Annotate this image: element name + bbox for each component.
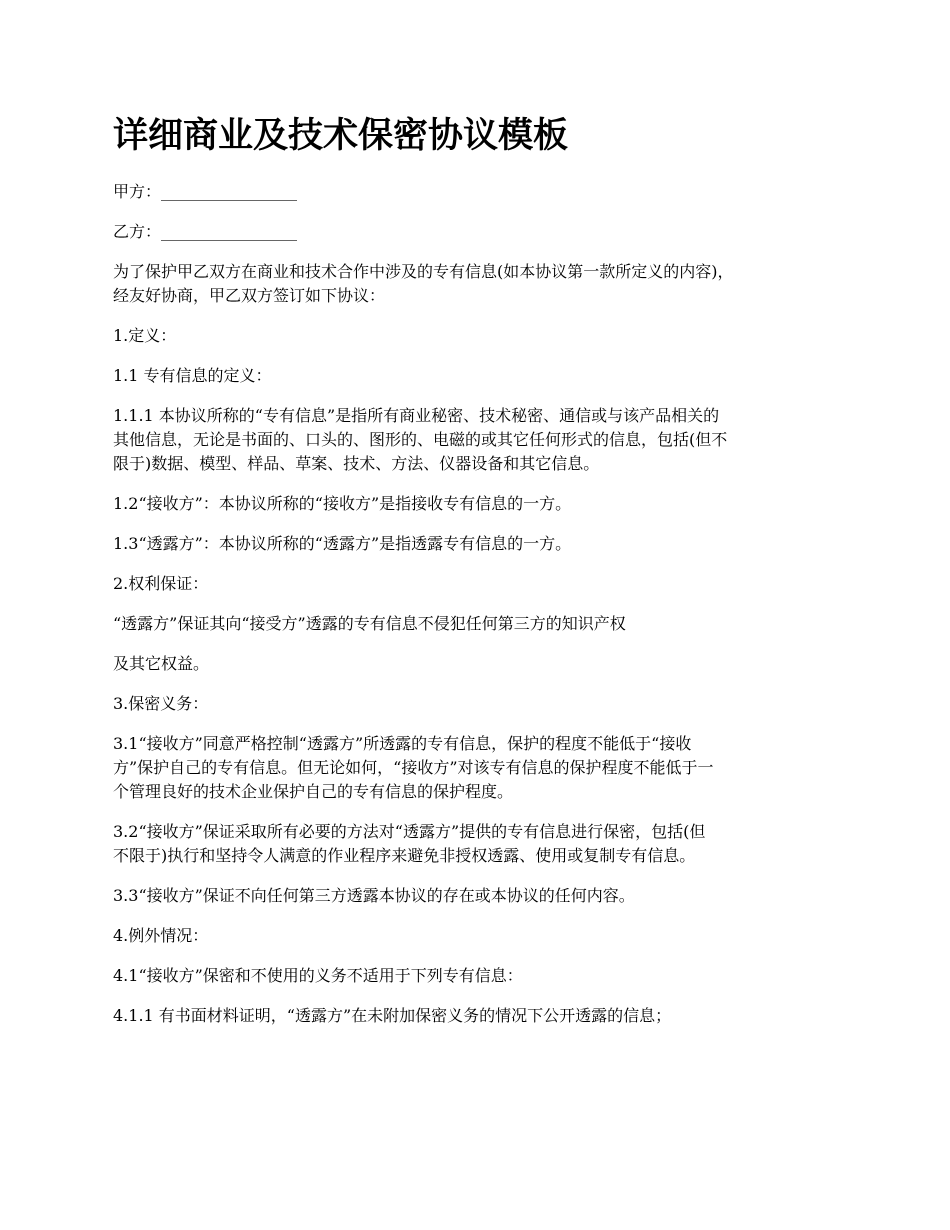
- section-heading-confidentiality: 3.保密义务：: [113, 694, 209, 713]
- clause-1-1-1: 1.1.1 本协议所称的“专有信息”是指所有商业秘密、技术秘密、通信或与该产品相关的 其他信息，无论是书面的、口头的、图形的、电磁的或其它任何形式的信息，包括(但不 限于)数据、模型、样品、草案、技术、方法、仪器设备和其它信息。: [113, 406, 728, 473]
- section-heading-definitions: 1.定义：: [113, 326, 177, 345]
- party-a-line: 甲方：_________________: [113, 182, 298, 201]
- warranty-paragraph: “透露方”保证其向“接受方”透露的专有信息不侵犯任何第三方的知识产权: [113, 614, 626, 633]
- clause-1-1: 1.1 专有信息的定义：: [113, 366, 272, 385]
- warranty-paragraph-cont: 及其它权益。: [113, 654, 210, 673]
- intro-paragraph: 为了保护甲乙双方在商业和技术合作中涉及的专有信息(如本协议第一款所定义的内容)， 经友好协商，甲乙双方签订如下协议：: [113, 262, 734, 305]
- clause-1-3: 1.3“透露方”：本协议所称的“透露方”是指透露专有信息的一方。: [113, 534, 572, 553]
- section-heading-exceptions: 4.例外情况：: [113, 926, 209, 945]
- clause-3-3: 3.3“接收方”保证不向任何第三方透露本协议的存在或本协议的任何内容。: [113, 886, 635, 905]
- clause-3-2: 3.2“接收方”保证采取所有必要的方法对“透露方”提供的专有信息进行保密，包括(但 不限于)执行和坚持令人满意的作业程序来避免非授权透露、使用或复制专有信息。: [113, 822, 706, 865]
- clause-4-1-1: 4.1.1 有书面材料证明，“透露方”在未附加保密义务的情况下公开透露的信息；: [113, 1006, 672, 1025]
- clause-4-1: 4.1“接收方”保密和不使用的义务不适用于下列专有信息：: [113, 966, 523, 985]
- document-title: 详细商业及技术保密协议模板: [113, 116, 569, 156]
- party-b-line: 乙方：_________________: [113, 222, 298, 241]
- document-body: [113, 180, 841, 1044]
- section-heading-warranty: 2.权利保证：: [113, 574, 209, 593]
- clause-1-2: 1.2“接收方”：本协议所称的“接收方”是指接收专有信息的一方。: [113, 494, 572, 513]
- clause-3-1: 3.1“接收方”同意严格控制“透露方”所透露的专有信息，保护的程度不能低于“接收 方”保护自己的专有信息。但无论如何，“接收方”对该专有信息的保护程度不能低于一 个管理良好的技术企业保护自己的专有信息的保护程度。: [113, 734, 714, 801]
